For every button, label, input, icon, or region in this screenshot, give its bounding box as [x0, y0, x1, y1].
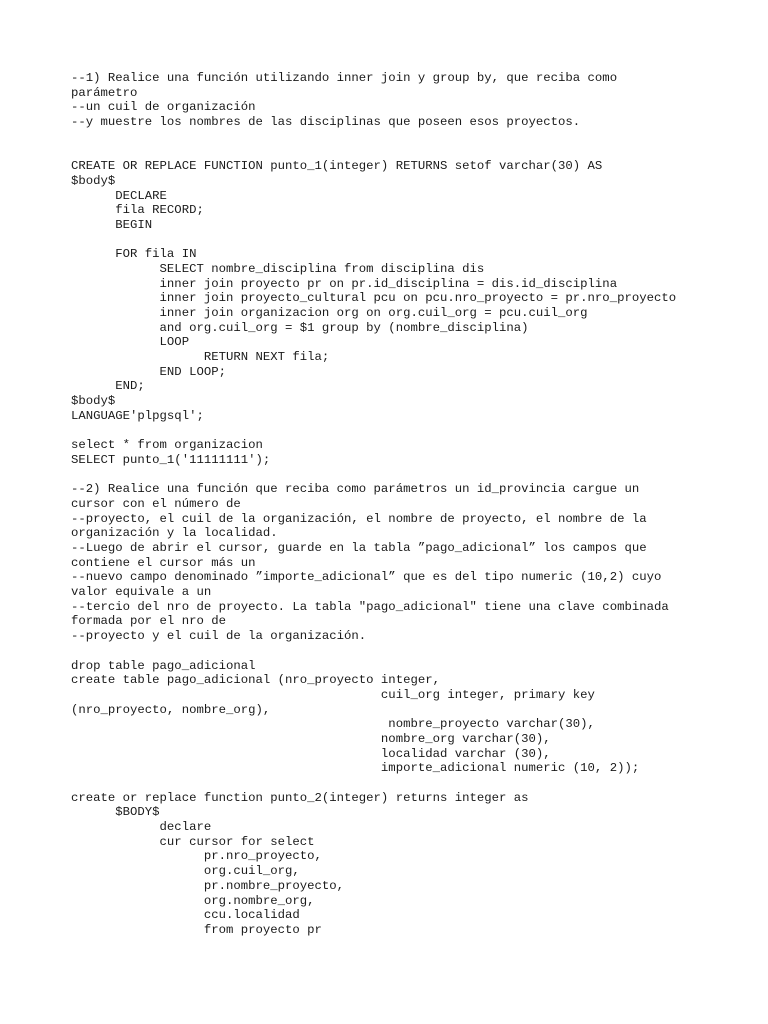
code-line: and org.cuil_org = $1 group by (nombre_disciplina) — [71, 320, 529, 335]
code-line: END LOOP; — [71, 364, 226, 379]
code-line: localidad varchar (30), — [71, 746, 551, 761]
code-line: fila RECORD; — [71, 203, 204, 218]
code-line: LANGUAGE'plpgsql'; — [71, 408, 204, 423]
code-line — [71, 776, 731, 791]
code-line: pr.nro_proyecto, — [71, 849, 322, 864]
code-line: nombre_org varchar(30), — [71, 731, 551, 746]
code-line: importe_adicional numeric (10, 2)); — [71, 761, 640, 776]
code-line: ccu.localidad — [71, 908, 300, 923]
code-line — [71, 144, 731, 159]
code-line: drop table pago_adicional — [71, 658, 256, 673]
code-line: cur cursor for select — [71, 834, 315, 849]
code-line: org.cuil_org, — [71, 864, 300, 879]
code-line: END; — [71, 379, 145, 394]
code-line: nombre_proyecto varchar(30), — [71, 717, 595, 732]
code-line: $body$ — [71, 394, 116, 409]
code-line: from proyecto pr — [71, 922, 322, 937]
code-line: parámetro — [71, 85, 138, 100]
code-line: SELECT punto_1('11111111'); — [71, 452, 271, 467]
code-line: (nro_proyecto, nombre_org), — [71, 702, 271, 717]
code-line: --1) Realice una función utilizando inner join y group by, que reciba como — [71, 71, 618, 85]
code-line: valor equivale a un — [71, 585, 212, 600]
code-line: --proyecto, el cuil de la organización, el nombre de proyecto, el nombre de la — [71, 511, 647, 526]
code-line: org.nombre_org, — [71, 893, 315, 908]
code-line: --2) Realice una función que reciba como parámetros un id_provincia cargue un — [71, 482, 640, 497]
code-line: --tercio del nro de proyecto. La tabla "pago_adicional" tiene una clave combinada — [71, 599, 669, 614]
code-line: cuil_org integer, primary key — [71, 687, 595, 702]
code-line — [71, 468, 731, 483]
code-line: create or replace function punto_2(integer) returns integer as — [71, 790, 529, 805]
code-listing — [71, 71, 731, 938]
code-line: --un cuil de organización — [71, 100, 256, 115]
code-line: pr.nombre_proyecto, — [71, 878, 345, 893]
code-line: RETURN NEXT fila; — [71, 350, 330, 365]
code-line: BEGIN — [71, 217, 153, 232]
code-line: $BODY$ — [71, 805, 160, 820]
code-line: formada por el nro de — [71, 614, 226, 629]
code-line: LOOP — [71, 335, 190, 350]
code-line: inner join organizacion org on org.cuil_org = pcu.cuil_org — [71, 306, 588, 320]
code-line: select * from organizacion — [71, 438, 263, 453]
code-line: CREATE OR REPLACE FUNCTION punto_1(integer) RETURNS setof varchar(30) AS — [71, 159, 603, 174]
code-line: create table pago_adicional (nro_proyecto integer, — [71, 673, 440, 688]
code-line: SELECT nombre_disciplina from disciplina dis — [71, 261, 485, 276]
code-line: organización y la localidad. — [71, 526, 278, 541]
code-line: --Luego de abrir el cursor, guarde en la tabla ”pago_adicional” los campos que — [71, 541, 647, 555]
code-line: inner join proyecto_cultural pcu on pcu.nro_proyecto = pr.nro_proyecto — [71, 291, 677, 306]
code-line: FOR fila IN — [71, 247, 197, 262]
code-line: inner join proyecto pr on pr.id_disciplina = dis.id_disciplina — [71, 276, 618, 291]
code-line — [71, 424, 731, 439]
code-line — [71, 130, 731, 145]
code-line: contiene el cursor más un — [71, 555, 256, 570]
code-line: --proyecto y el cuil de la organización. — [71, 629, 367, 644]
code-line: --y muestre los nombres de las disciplinas que poseen esos proyectos. — [71, 115, 581, 130]
code-line — [71, 644, 731, 659]
code-line: DECLARE — [71, 188, 167, 203]
code-line: declare — [71, 820, 212, 835]
code-line — [71, 233, 731, 248]
code-line: --nuevo campo denominado ”importe_adicional” que es del tipo numeric (10,2) cuyo — [71, 570, 662, 585]
code-line: cursor con el número de — [71, 496, 241, 511]
code-line: $body$ — [71, 173, 116, 188]
